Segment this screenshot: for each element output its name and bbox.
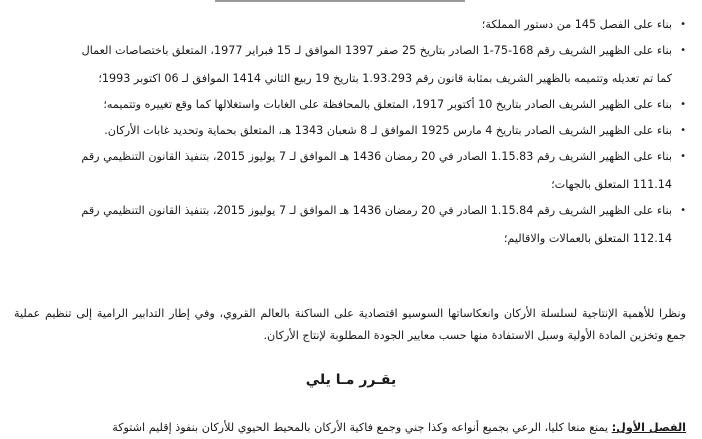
consideration-paragraph: ونظرا للأهمية الإنتاجية لسلسلة الأركان وانعكاساتها السوسيو اقتصادية على الساكنة بالعالم القروي، وفي إطار التدابير الرامية إلى تنظيم عملية جمع وتخزين المادة الأولية وسبل الاستفادة منها حسب معايير الجودة المطلوبة لإنتاج الأركان. bbox=[14, 307, 686, 343]
legal-basis-text: بناء على الظهير الشريف رقم 168-75-1 الصادر بتاريخ 25 صفر 1397 الموافق لـ 15 فبراير 1977، المتعلق باختصاصات العمال bbox=[81, 44, 672, 57]
legal-basis-text: بناء على الظهير الشريف الصادر بتاريخ 4 مارس 1925 الموافق لـ 8 شعبان 1343 هـ، المتعلق بحماية وتحديد غابات الأركان. bbox=[104, 124, 672, 137]
legal-basis-item bbox=[18, 94, 686, 116]
legal-basis-item bbox=[18, 200, 686, 250]
bullet-icon: • bbox=[680, 99, 686, 110]
legal-basis-item bbox=[18, 40, 686, 90]
legal-basis-item bbox=[18, 120, 686, 142]
top-divider bbox=[215, 0, 465, 2]
legal-basis-item bbox=[18, 14, 686, 36]
bullet-icon: • bbox=[680, 151, 686, 162]
legal-basis-text: بناء على الظهير الشريف الصادر بتاريخ 10 أكتوبر 1917، المتعلق بالمحافظة على الغابات واستغلالها كما وقع تغييره وتتميمه؛ bbox=[103, 98, 672, 111]
bullet-icon: • bbox=[680, 125, 686, 136]
bullet-icon: • bbox=[680, 205, 686, 216]
bullet-icon: • bbox=[680, 19, 686, 30]
legal-basis-text: بناء على الظهير الشريف رقم 1.15.83 الصادر في 20 رمضان 1436 هـ الموافق لـ 7 يوليوز 2015، بتنفيذ القانون التنظيمي رقم bbox=[81, 150, 672, 163]
legal-basis-continuation: كما تم تعديله وتتميمه بالظهير الشريف بمثابة قانون رقم 1.93.293 بتاريخ 19 ربيع الثاني 1414 الموافق لـ 06 اكتوبر 1993؛ bbox=[98, 72, 672, 85]
bullet-icon: • bbox=[680, 45, 686, 56]
legal-basis-continuation: 112.14 المتعلق بالعمالات والاقاليم؛ bbox=[503, 232, 672, 245]
article-one bbox=[14, 417, 686, 439]
legal-basis-continuation: 111.14 المتعلق بالجهات؛ bbox=[551, 178, 672, 191]
article-one-label: الفصل الأول: bbox=[611, 421, 686, 435]
decision-heading: يقـرر مـا يلي bbox=[305, 372, 397, 388]
legal-basis-item bbox=[18, 146, 686, 196]
legal-basis-text: بناء على الفصل 145 من دستور المملكة؛ bbox=[481, 18, 672, 31]
legal-basis-list bbox=[18, 14, 686, 254]
legal-basis-text: بناء على الظهير الشريف رقم 1.15.84 الصادر في 20 رمضان 1436 هـ الموافق لـ 7 يوليوز 2015، بتنفيذ القانون التنظيمي رقم bbox=[81, 204, 672, 217]
article-one-text: يمنع منعا كليا، الرعي بجميع أنواعه وكذا جني وجمع فاكية الأركان بالمحيط الحيوي للأركان بنفوذ إقليم اشتوكة bbox=[112, 421, 612, 435]
